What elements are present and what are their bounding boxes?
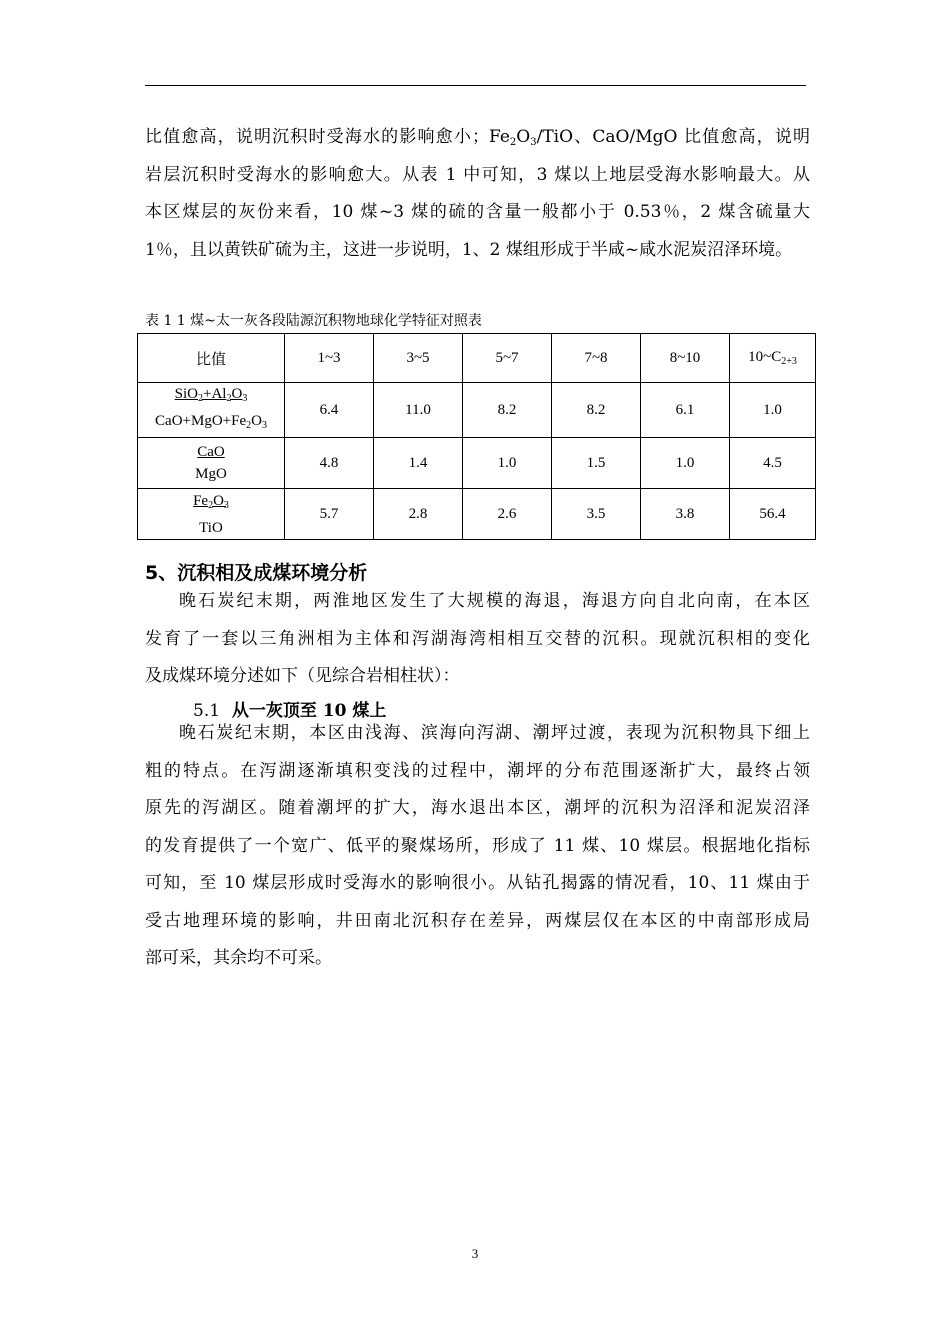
- value-cell: 2.8: [374, 489, 463, 540]
- value-cell: 2.6: [463, 489, 552, 540]
- ratio-fraction: [193, 490, 229, 539]
- value-cell: 56.4: [730, 489, 816, 540]
- value-cell: 8.2: [552, 383, 641, 438]
- table-caption: 表 1 1 煤~太一灰各段陆源沉积物地球化学特征对照表: [145, 313, 482, 329]
- text-line: 本区煤层的灰份来看，10 煤~3 煤的硫的含量一般都小于 0.53％，2 煤含硫量大: [145, 202, 810, 222]
- value-cell: 1.0: [730, 383, 816, 438]
- table-row: [138, 438, 816, 489]
- value-cell: 1.5: [552, 438, 641, 489]
- value-cell: 3.5: [552, 489, 641, 540]
- paragraph-top: [145, 119, 810, 269]
- ratio-numerator: $Fe_2O_3$: [193, 492, 229, 511]
- value-cell: 8.2: [463, 383, 552, 438]
- ratio-label-cell: [138, 383, 285, 438]
- header-cell: $10\sim C_{2+3}$: [730, 334, 816, 383]
- value-cell: 5.7: [285, 489, 374, 540]
- value-cell: 11.0: [374, 383, 463, 438]
- value-cell: 6.4: [285, 383, 374, 438]
- text-line: 受古地理环境的影响，井田南北沉积存在差异，两煤层仅在本区的中南部形成局: [145, 910, 810, 931]
- header-cell: 7~8: [552, 334, 641, 383]
- text-line: 1％，且以黄铁矿硫为主，这进一步说明，1、2 煤组形成于半咸~咸水泥炭沼泽环境。: [145, 239, 793, 260]
- section-5-1-paragraph: [145, 715, 810, 978]
- value-cell: 3.8: [641, 489, 730, 540]
- header-cell: 5~7: [463, 334, 552, 383]
- table-row: [138, 489, 816, 540]
- text-line: 晚石炭纪末期，两淮地区发生了大规模的海退，海退方向自北向南，在本区: [179, 591, 810, 611]
- text-line: 可知，至 10 煤层形成时受海水的影响很小。从钻孔揭露的情况看，10、11 煤由于: [145, 873, 810, 893]
- text-line: 发育了一套以三角洲相为主体和泻湖海湾相相互交替的沉积。现就沉积相的变化: [145, 628, 810, 649]
- ratio-denominator: $CaO+MgO+Fe_2O_3$: [155, 413, 267, 431]
- text-line: 原先的泻湖区。随着潮坪的扩大，海水退出本区，潮坪的沉积为沼泽和泥炭沼泽: [145, 798, 810, 818]
- ratio-numerator: $SiO_2+Al_2O_3$: [174, 386, 248, 404]
- table-header-row: [138, 334, 816, 383]
- text-line: 的发育提供了一个宽广、低平的聚煤场所，形成了 11 煤、10 煤层。根据地化指标: [145, 835, 810, 856]
- value-cell: 1.0: [463, 438, 552, 489]
- header-cell: 比值: [138, 334, 285, 383]
- section-5-paragraph: [145, 583, 810, 696]
- section-number: 5.1: [193, 701, 221, 721]
- ratio-fraction: [155, 383, 267, 437]
- value-cell: 4.5: [730, 438, 816, 489]
- page-number: 3: [471, 1246, 479, 1261]
- ratio-denominator: TiO: [199, 519, 223, 536]
- section-title: 从一灰顶至 10 煤上: [231, 701, 387, 721]
- text-line: 比值愈高，说明沉积时受海水的影响愈小；$Fe_2O_3$/TiO、CaO/MgO 比值愈高，说明: [145, 127, 810, 148]
- ratio-numerator: CaO: [197, 444, 225, 460]
- value-cell: 1.4: [374, 438, 463, 489]
- header-cell: 1~3: [285, 334, 374, 383]
- header-rule: [145, 85, 806, 86]
- text-line: 晚石炭纪末期，本区由浅海、滨海向泻湖、潮坪过渡，表现为沉积物具下细上: [179, 723, 810, 743]
- value-cell: 6.1: [641, 383, 730, 438]
- geochem-table: [137, 333, 816, 540]
- header-cell: 3~5: [374, 334, 463, 383]
- value-cell: 4.8: [285, 438, 374, 489]
- text-line: 部可采，其余均不可采。: [145, 948, 332, 968]
- value-cell: 1.0: [641, 438, 730, 489]
- text-line: 及成煤环境分述如下（见综合岩相柱状）：: [145, 666, 460, 686]
- text-line: 粗的特点。在泻湖逐渐填积变浅的过程中，潮坪的分布范围逐渐扩大，最终占领: [145, 760, 810, 781]
- header-cell: 8~10: [641, 334, 730, 383]
- ratio-fraction: [195, 441, 227, 485]
- table-row: [138, 383, 816, 438]
- text-line: 岩层沉积时受海水的影响愈大。从表 1 中可知，3 煤以上地层受海水影响最大。从: [145, 164, 810, 185]
- section-5-heading: 5、沉积相及成煤环境分析: [145, 562, 368, 584]
- ratio-label-cell: [138, 438, 285, 489]
- ratio-label-cell: [138, 489, 285, 540]
- ratio-denominator: MgO: [195, 466, 227, 482]
